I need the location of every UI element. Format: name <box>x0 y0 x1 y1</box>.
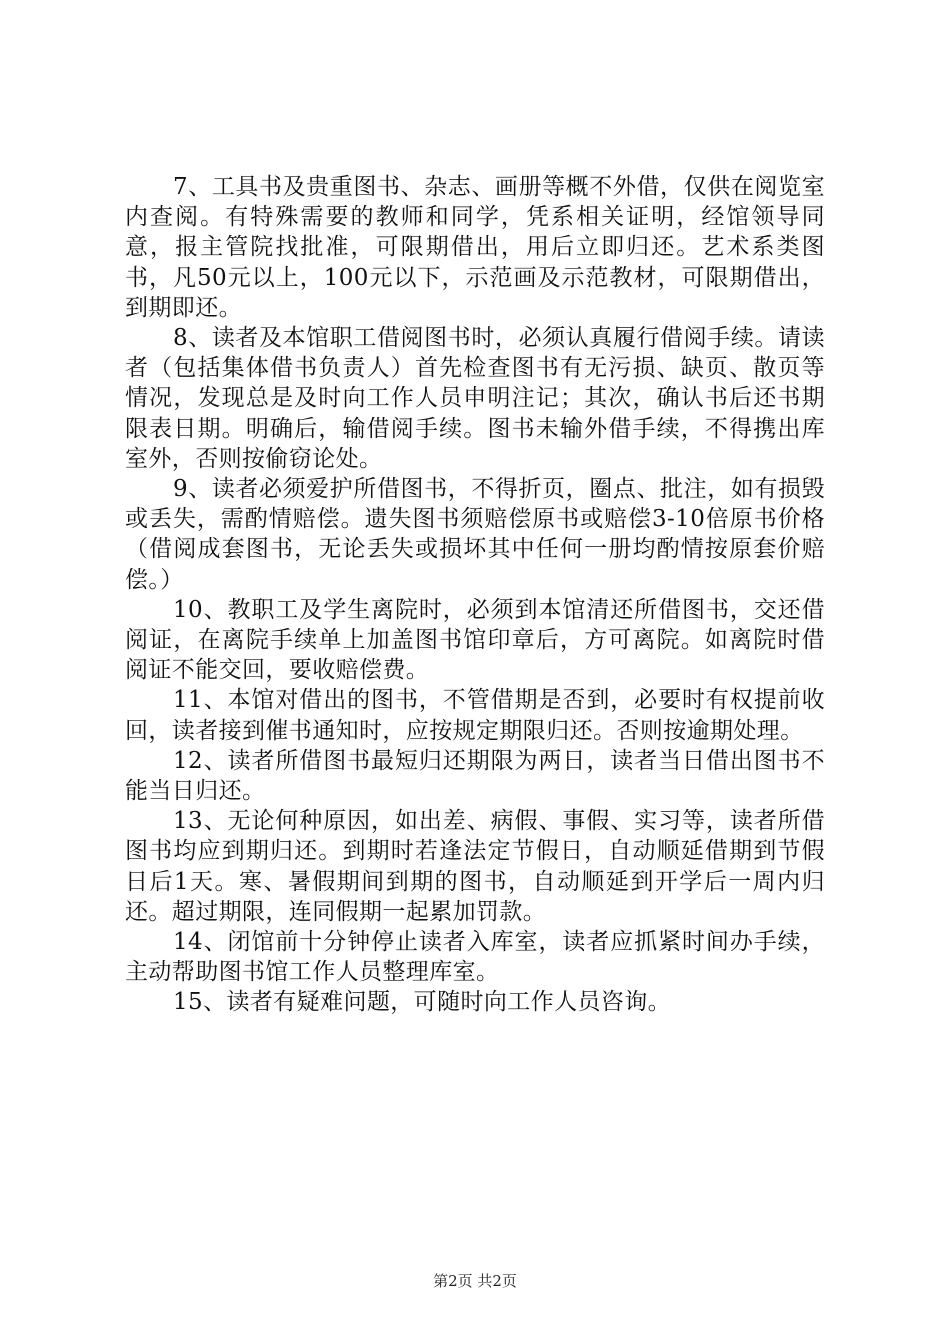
clause-7: 7、工具书及贵重图书、杂志、画册等概不外借，仅供在阅览室内查阅。有特殊需要的教师和同学，凭系相关证明，经馆领导同意，报主管院找批准，可限期借出，用后立即归还。艺术系类图书，凡50元以上，100元以下，示范画及示范教材，可限期借出，到期即还。 <box>125 174 825 321</box>
clause-12: 12、读者所借图书最短归还期限为两日，读者当日借出图书不能当日归还。 <box>125 747 825 805</box>
clause-13: 13、无论何种原因，如出差、病假、事假、实习等，读者所借图书均应到期归还。到期时若逢法定节假日，自动顺延借期到节假日后1天。寒、暑假期间到期的图书，自动顺延到开学后一周内归还。超过期限，连同假期一起累加罚款。 <box>125 808 825 925</box>
page-number-footer: 第2页 共2页 <box>433 1272 517 1290</box>
clause-10: 10、教职工及学生离院时，必须到本馆清还所借图书，交还借阅证，在离院手续单上加盖图书馆印章后，方可离院。如离院时借阅证不能交回，要收赔偿费。 <box>125 596 825 684</box>
clause-11: 11、本馆对借出的图书，不管借期是否到，必要时有权提前收回，读者接到催书通知时，应按规定期限归还。否则按逾期处理。 <box>125 687 825 744</box>
clause-14: 14、闭馆前十分钟停止读者入库室，读者应抓紧时间办手续，主动帮助图书馆工作人员整理库室。 <box>125 929 825 986</box>
clause-15: 15、读者有疑难问题，可随时向工作人员咨询。 <box>173 989 672 1016</box>
document-body <box>125 172 825 1018</box>
clause-8: 8、读者及本馆职工借阅图书时，必须认真履行借阅手续。请读者（包括集体借书负责人）首先检查图书有无污损、缺页、散页等情况，发现总是及时向工作人员申明注记；其次，确认书后还书期限表日期。明确后，输借阅手续。图书未输外借手续，不得携出库室外，否则按偷窃论处。 <box>125 325 825 472</box>
clause-9: 9、读者必须爱护所借图书，不得折页，圈点、批注，如有损毁或丢失，需酌情赔偿。遗失图书须赔偿原书或赔偿3-10倍原书价格（借阅成套图书，无论丢失或损坏其中任何一册均酌情按原套价赔偿。） <box>125 476 825 593</box>
